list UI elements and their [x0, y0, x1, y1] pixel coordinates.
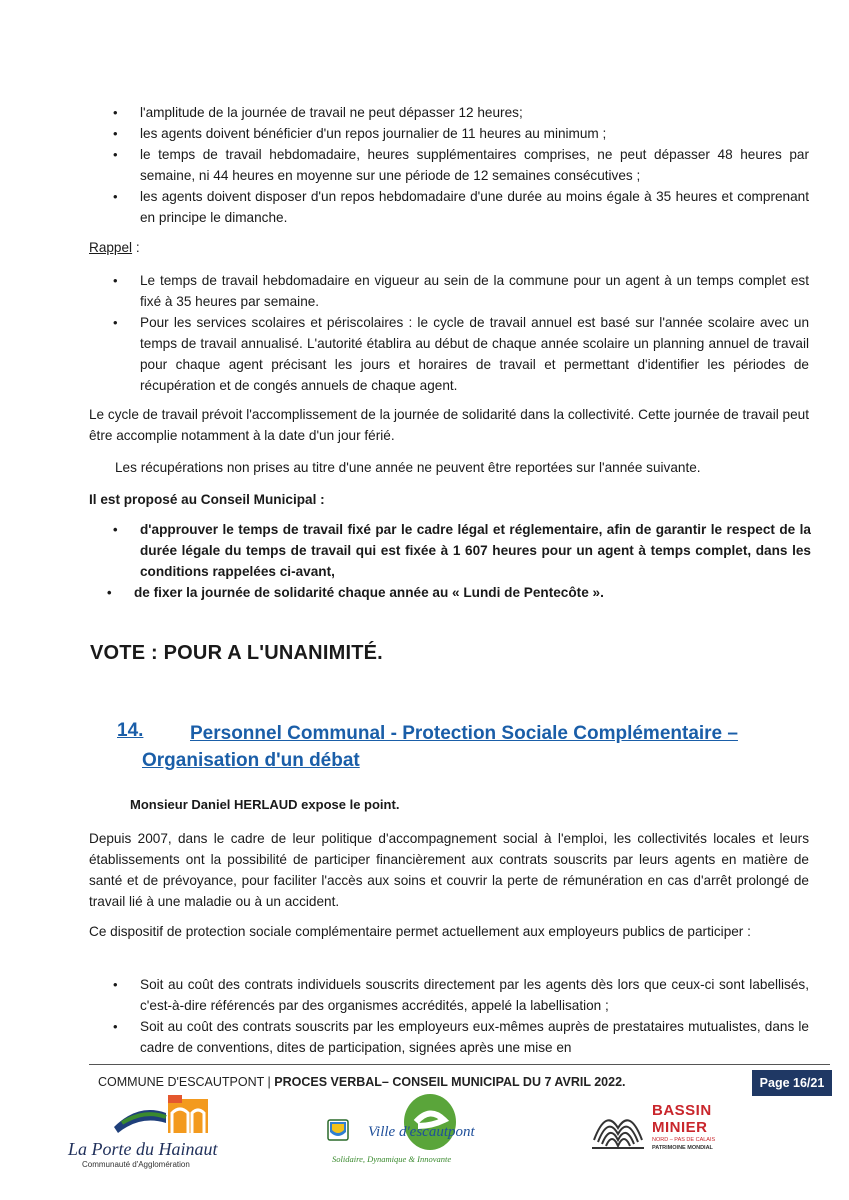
- bassin-minier-logo: [590, 1100, 750, 1170]
- footer-divider: [89, 1064, 830, 1065]
- rappel-suffix: :: [132, 240, 140, 255]
- list-item: • Pour les services scolaires et périscolaires : le cycle de travail annuel est basé sur l'année scolaire avec un temps de travail annualisé. L'autorité établira au début de chaque année scolaire un planning annuel de travail pour chaque agent précisant les jours et horaires de travail et permettant d'identifier les périodes de récupération et de congés annuels de chaque agent.: [113, 312, 809, 396]
- porte-logo-subtitle: Communauté d'Agglomération: [82, 1160, 190, 1169]
- footer-commune: COMMUNE D'ESCAUTPONT: [98, 1075, 265, 1089]
- paragraph-dispositif: Ce dispositif de protection sociale complémentaire permet actuellement aux employeurs publics de participer :: [89, 924, 751, 939]
- fingerprint-emblem-icon: [590, 1100, 646, 1156]
- section-title: [142, 720, 802, 774]
- section-number: 14.: [117, 720, 144, 741]
- ville-logo-name: Ville d'escautpont: [368, 1124, 475, 1140]
- vote-result: VOTE : POUR A L'UNANIMITÉ.: [90, 642, 383, 664]
- paragraph-cycle: Le cycle de travail prévoit l'accomplissement de la journée de solidarité dans la collectivité. Cette journée de travail peut être accomplie notamment à la date d'un jour férié.: [89, 407, 809, 443]
- rappel-heading: [89, 237, 140, 258]
- list-item: • l'amplitude de la journée de travail ne peut dépasser 12 heures;: [113, 102, 809, 123]
- ville-escautpont-logo: [320, 1092, 490, 1172]
- list-item: • d'approuver le temps de travail fixé par le cadre légal et réglementaire, afin de garantir le respect de la durée légale du temps de travail qui est fixée à 1 607 heures pour un agent à temps complet, dans les conditions rappelées ci-avant,: [113, 519, 811, 582]
- porte-du-hainaut-logo: [68, 1093, 248, 1173]
- page-number-badge: Page 16/21: [752, 1070, 832, 1096]
- working-time-rules-list: [113, 102, 809, 228]
- section-title-line2: Organisation d'un débat: [142, 750, 360, 771]
- bassin-logo-line4: PATRIMOINE MONDIAL: [652, 1145, 713, 1151]
- rappel-list: [113, 270, 809, 396]
- list-item: • Soit au coût des contrats individuels souscrits directement par les agents dès lors que ceux-ci sont labellisés, c'est-à-dire référencés par des organismes accrédités, appelé la labellisation ;: [113, 974, 809, 1016]
- bassin-logo-line1: BASSIN: [652, 1102, 712, 1119]
- list-item: • Soit au coût des contrats souscrits par les employeurs eux-mêmes auprès de prestataires mutualistes, dans le cadre de conventions, dites de participation, signées après une mise en: [113, 1016, 809, 1058]
- footer-document-title: PROCES VERBAL– CONSEIL MUNICIPAL DU 7 AVRIL 2022.: [274, 1075, 626, 1089]
- list-item: • le temps de travail hebdomadaire, heures supplémentaires comprises, ne peut dépasser 48 heures par semaine, ni 44 heures en moyenne sur une période de 12 semaines consécutives ;: [113, 144, 809, 186]
- footer-separator: |: [264, 1075, 275, 1089]
- paragraph-recuperations: Les récupérations non prises au titre d'une année ne peuvent être reportées sur l'année suivante.: [115, 460, 701, 475]
- proposal-list: [113, 519, 811, 603]
- dispositif-list: [113, 974, 809, 1058]
- porte-logo-name: La Porte du Hainaut: [68, 1139, 218, 1159]
- section-title-line1: Personnel Communal - Protection Sociale Complémentaire –: [190, 723, 738, 744]
- footer-title: [98, 1075, 626, 1089]
- list-item: • les agents doivent bénéficier d'un repos journalier de 11 heures au minimum ;: [113, 123, 809, 144]
- list-item: • Le temps de travail hebdomadaire en vigueur au sein de la commune pour un agent à un temps complet est fixé à 35 heures par semaine.: [113, 270, 809, 312]
- proposal-heading: Il est proposé au Conseil Municipal :: [89, 492, 325, 507]
- presenter-line: Monsieur Daniel HERLAUD expose le point.: [130, 797, 400, 812]
- list-item: • de fixer la journée de solidarité chaque année au « Lundi de Pentecôte ».: [107, 582, 811, 603]
- bassin-logo-line3: NORD – PAS DE CALAIS: [652, 1137, 716, 1143]
- list-item: • les agents doivent disposer d'un repos hebdomadaire d'une durée au moins égale à 35 heures et comprenant en principe le dimanche.: [113, 186, 809, 228]
- ville-logo-tagline: Solidaire, Dynamique & Innovante: [332, 1154, 452, 1164]
- bassin-logo-line2: MINIER: [652, 1119, 708, 1136]
- rappel-label: Rappel: [89, 240, 133, 255]
- porte-du-hainaut-emblem-icon: [108, 1093, 238, 1141]
- paragraph-depuis-2007: Depuis 2007, dans le cadre de leur politique d'accompagnement social à l'emploi, les collectivités locales et leurs établissements ont la possibilité de participer financièrement aux contrats souscrits par leurs agents en matière de santé et de prévoyance, pour faciliter l'accès aux soins et couvrir la perte de rémunération en cas d'arrêt prolongé de travail lié à une maladie ou à un accident.: [89, 831, 809, 909]
